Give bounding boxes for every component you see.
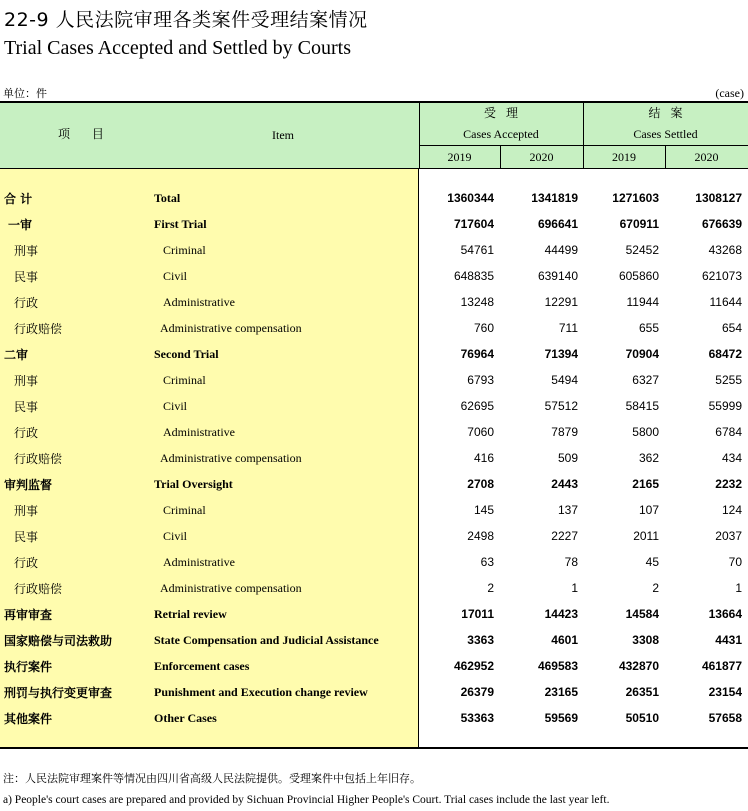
table-row [0,238,748,264]
row-value-cell: 696641 [537,217,578,231]
row-label-cn: 刑事 [14,374,39,388]
unit-label-en: (case) [715,86,744,100]
row-value-cell: 2443 [551,477,578,491]
row-label-en: Punishment and Execution change review [154,685,368,699]
row-label-en: Enforcement cases [154,659,250,673]
row-label-en: Retrial review [154,607,227,621]
footnote-en: a) People's court cases are prepared and provided by Sichuan Provincial Higher People's Court. Trial cases include the last year left. [3,794,610,806]
table-row [0,212,748,238]
header-settled-en: Cases Settled [633,127,698,141]
row-label-cn: 其他案件 [4,712,53,726]
table-row [0,680,748,706]
row-value-cell: 2165 [632,477,659,491]
row-value-cell: 124 [721,503,742,517]
row-value-cell: 676639 [701,217,742,231]
row-value-cell: 50510 [625,711,659,725]
row-value-cell: 5800 [632,425,659,439]
row-value-cell: 70 [728,555,742,569]
row-label-en: Administrative [163,555,235,569]
table-title-en: Trial Cases Accepted and Settled by Courts [4,37,351,59]
row-value-cell: 6784 [715,425,742,439]
footnote-cn: 注：人民法院审理案件等情况由四川省高级人民法院提供。受理案件中包括上年旧存。 [3,772,421,785]
table-row [0,654,748,680]
row-value-cell: 13664 [708,607,742,621]
row-value-cell: 462952 [453,659,494,673]
row-value-cell: 54761 [460,243,494,257]
row-value-cell: 2232 [715,477,742,491]
table-row [0,498,748,524]
row-value-cell: 2227 [551,529,578,543]
row-value-cell: 3308 [632,633,659,647]
table-row [0,446,748,472]
row-value-cell: 7879 [551,425,578,439]
row-label-cn: 行政 [14,296,39,310]
table-row [0,550,748,576]
header-item-cn: 项 目 [58,127,113,141]
row-value-cell: 59569 [544,711,578,725]
row-value-cell: 434 [721,451,742,465]
row-value-cell: 6327 [632,373,659,387]
row-label-en: Administrative compensation [160,581,302,595]
table-row [0,368,748,394]
row-value-cell: 62695 [460,399,494,413]
row-value-cell: 23165 [544,685,578,699]
table-row [0,420,748,446]
header-item-en: Item [272,128,294,142]
row-value-cell: 2708 [467,477,494,491]
row-value-cell: 717604 [453,217,494,231]
row-value-cell: 14584 [625,607,659,621]
row-label-cn: 国家赔偿与司法救助 [4,634,113,648]
table-row [0,576,748,602]
header-accepted-en: Cases Accepted [463,127,539,141]
row-label-cn: 民事 [14,270,39,284]
row-value-cell: 43268 [708,243,742,257]
row-label-en: Administrative [163,295,235,309]
row-label-cn: 再审审查 [4,608,53,622]
row-label-en: First Trial [154,217,207,231]
row-value-cell: 14423 [544,607,578,621]
row-label-cn: 一审 [8,218,33,232]
row-value-cell: 11944 [626,295,659,309]
row-value-cell: 461877 [701,659,742,673]
row-value-cell: 6793 [467,373,494,387]
row-value-cell: 63 [480,555,494,569]
row-label-en: Second Trial [154,347,219,361]
row-value-cell: 5494 [551,373,578,387]
row-value-cell: 2498 [467,529,494,543]
row-value-cell: 70904 [625,347,659,361]
row-value-cell: 760 [473,321,494,335]
header-year-settled-2019: 2019 [612,150,636,164]
table-row [0,316,748,342]
row-value-cell: 23154 [708,685,742,699]
row-value-cell: 12291 [544,295,578,309]
table-row [0,602,748,628]
row-value-cell: 145 [473,503,494,517]
row-value-cell: 55999 [708,399,742,413]
row-label-cn: 刑事 [14,244,39,258]
row-value-cell: 605860 [618,269,659,283]
row-label-en: Civil [163,269,188,283]
row-value-cell: 1 [735,581,742,595]
row-value-cell: 621073 [701,269,742,283]
row-label-en: Administrative compensation [160,451,302,465]
table-row [0,706,748,732]
table-row [0,264,748,290]
table-row [0,186,748,212]
row-label-cn: 二审 [4,348,29,362]
row-value-cell: 3363 [467,633,494,647]
row-label-cn: 行政赔偿 [14,452,63,466]
row-label-en: Administrative [163,425,235,439]
row-value-cell: 2 [652,581,659,595]
row-value-cell: 2037 [715,529,742,543]
row-value-cell: 432870 [618,659,659,673]
row-label-en: Criminal [163,503,206,517]
row-value-cell: 469583 [537,659,578,673]
row-value-cell: 52452 [625,243,659,257]
row-value-cell: 1308127 [695,191,742,205]
row-value-cell: 107 [638,503,659,517]
row-value-cell: 509 [557,451,578,465]
table-row [0,628,748,654]
row-value-cell: 670911 [619,217,659,231]
unit-label-cn: 单位：件 [3,87,47,100]
row-label-cn: 行政赔偿 [14,322,63,336]
row-label-en: Criminal [163,373,206,387]
row-value-cell: 1341819 [531,191,578,205]
row-label-cn: 行政赔偿 [14,582,63,596]
row-value-cell: 655 [638,321,659,335]
row-value-cell: 137 [557,503,578,517]
row-label-en: Other Cases [154,711,217,725]
row-value-cell: 76964 [460,347,494,361]
row-value-cell: 648835 [453,269,494,283]
row-value-cell: 1271603 [612,191,659,205]
header-settled-cn: 结案 [648,106,693,120]
row-value-cell: 2011 [633,529,659,543]
row-value-cell: 2 [487,581,494,595]
row-value-cell: 26351 [625,685,659,699]
row-value-cell: 1 [571,581,578,595]
row-value-cell: 57512 [544,399,578,413]
table-row [0,290,748,316]
row-value-cell: 26379 [460,685,494,699]
row-label-en: Civil [163,399,188,413]
row-value-cell: 57658 [708,711,742,725]
table-row [0,394,748,420]
table-title-cn: 22-9 人民法院审理各类案件受理结案情况 [4,9,368,31]
row-label-en: Total [154,191,181,205]
row-value-cell: 71394 [544,347,578,361]
row-value-cell: 1360344 [447,191,494,205]
table-row [0,472,748,498]
row-label-cn: 行政 [14,556,39,570]
row-label-cn: 执行案件 [4,660,53,674]
row-value-cell: 44499 [544,243,578,257]
row-label-en: Criminal [163,243,206,257]
header-accepted-cn: 受理 [483,106,528,120]
header-year-accepted-2020: 2020 [529,150,554,164]
row-label-en: Administrative compensation [160,321,302,335]
row-label-en: Civil [163,529,188,543]
row-value-cell: 4601 [551,633,578,647]
row-label-cn: 民事 [14,400,39,414]
row-label-cn: 合 计 [4,192,33,206]
row-value-cell: 639140 [537,269,578,283]
row-value-cell: 17011 [461,607,494,621]
row-value-cell: 53363 [460,711,494,725]
row-value-cell: 7060 [467,425,494,439]
row-value-cell: 362 [638,451,659,465]
row-label-en: Trial Oversight [154,477,233,491]
header-year-settled-2020: 2020 [694,150,719,164]
row-value-cell: 68472 [708,347,742,361]
row-label-cn: 刑事 [14,504,39,518]
row-value-cell: 11644 [709,295,742,309]
header-year-accepted-2019: 2019 [447,150,472,164]
row-value-cell: 711 [558,321,578,335]
table-row [0,524,748,550]
row-label-cn: 审判监督 [4,478,53,492]
row-value-cell: 4431 [715,633,742,647]
row-value-cell: 654 [721,321,742,335]
row-value-cell: 5255 [715,373,742,387]
row-value-cell: 416 [473,451,494,465]
row-value-cell: 13248 [460,295,494,309]
row-label-cn: 民事 [14,530,39,544]
row-label-en: State Compensation and Judicial Assistance [154,633,379,647]
row-value-cell: 45 [645,555,659,569]
table-row [0,342,748,368]
row-value-cell: 78 [564,555,578,569]
row-value-cell: 58415 [625,399,659,413]
row-label-cn: 刑罚与执行变更审查 [4,686,113,700]
row-label-cn: 行政 [14,426,39,440]
